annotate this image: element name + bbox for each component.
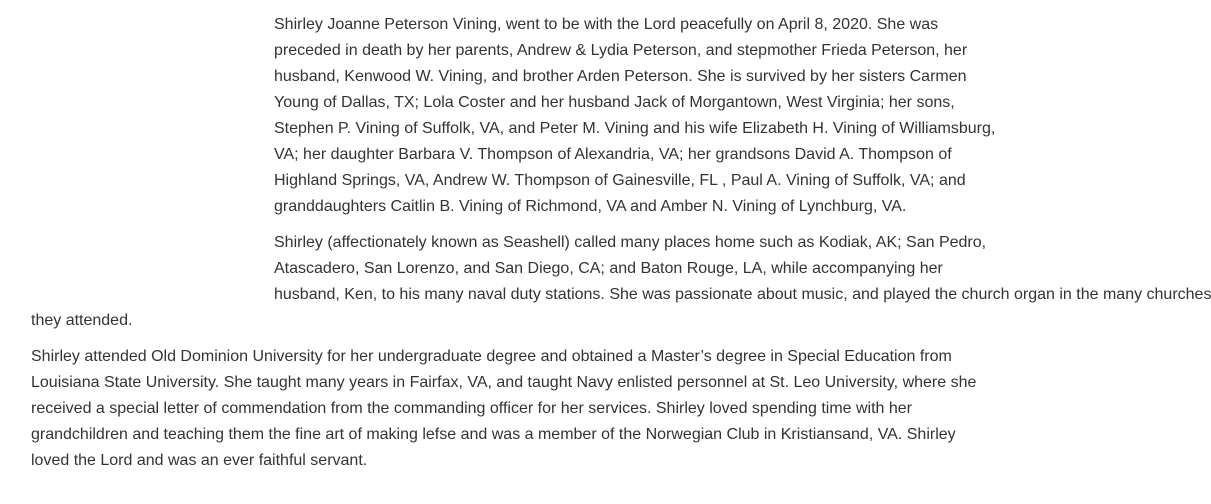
text-line: husband, Kenwood W. Vining, and brother Arden Peterson. She is survived by her sisters Carmen (274, 68, 967, 85)
text-line: Highland Springs, VA, Andrew W. Thompson of Gainesville, FL , Paul A. Vining of Suffolk, VA; and (274, 172, 966, 189)
text-line: preceded in death by her parents, Andrew & Lydia Peterson, and stepmother Frieda Peterson, her (274, 42, 968, 59)
text-line: Louisiana State University. She taught many years in Fairfax, VA, and taught Navy enlisted personnel at St. Leo University, where she (31, 374, 977, 391)
text-line: loved the Lord and was an ever faithful servant. (31, 452, 368, 469)
text-line: VA; her daughter Barbara V. Thompson of Alexandria, VA; her grandsons David A. Thompson of (274, 146, 952, 163)
text-line: Shirley Joanne Peterson Vining, went to be with the Lord peacefully on April 8, 2020. She was (274, 16, 939, 33)
text-line: Shirley attended Old Dominion University for her undergraduate degree and obtained a Master’s degree in Special Education from (31, 348, 952, 365)
paragraph-education (31, 344, 1076, 474)
text-line: Stephen P. Vining of Suffolk, VA, and Peter M. Vining and his wife Elizabeth H. Vining of Williamsburg, (274, 120, 996, 137)
text-line: received a special letter of commendation from the commanding officer for her services. Shirley loved spending time with her (31, 400, 913, 417)
text-line: Young of Dallas, TX; Lola Coster and her husband Jack of Morgantown, West Virginia; her sons, (274, 94, 955, 111)
text-line: granddaughters Caitlin B. Vining of Richmond, VA and Amber N. Vining of Lynchburg, VA. (274, 198, 907, 215)
text-line: grandchildren and teaching them the fine art of making lefse and was a member of the Norwegian Club in Kristiansand, VA. Shirley (31, 426, 956, 443)
text-line: husband, Ken, to his many naval duty stations. She was passionate about music, and played the church organ in the many churches (274, 286, 1211, 303)
photo-float-space (31, 12, 274, 284)
text-line: Atascadero, San Lorenzo, and San Diego, CA; and Baton Rouge, LA, while accompanying her (274, 260, 943, 277)
text-line: they attended. (31, 312, 133, 329)
text-line: Shirley (affectionately known as Seashell) called many places home such as Kodiak, AK; San Pedro, (274, 234, 987, 251)
obituary-text (31, 12, 1211, 484)
